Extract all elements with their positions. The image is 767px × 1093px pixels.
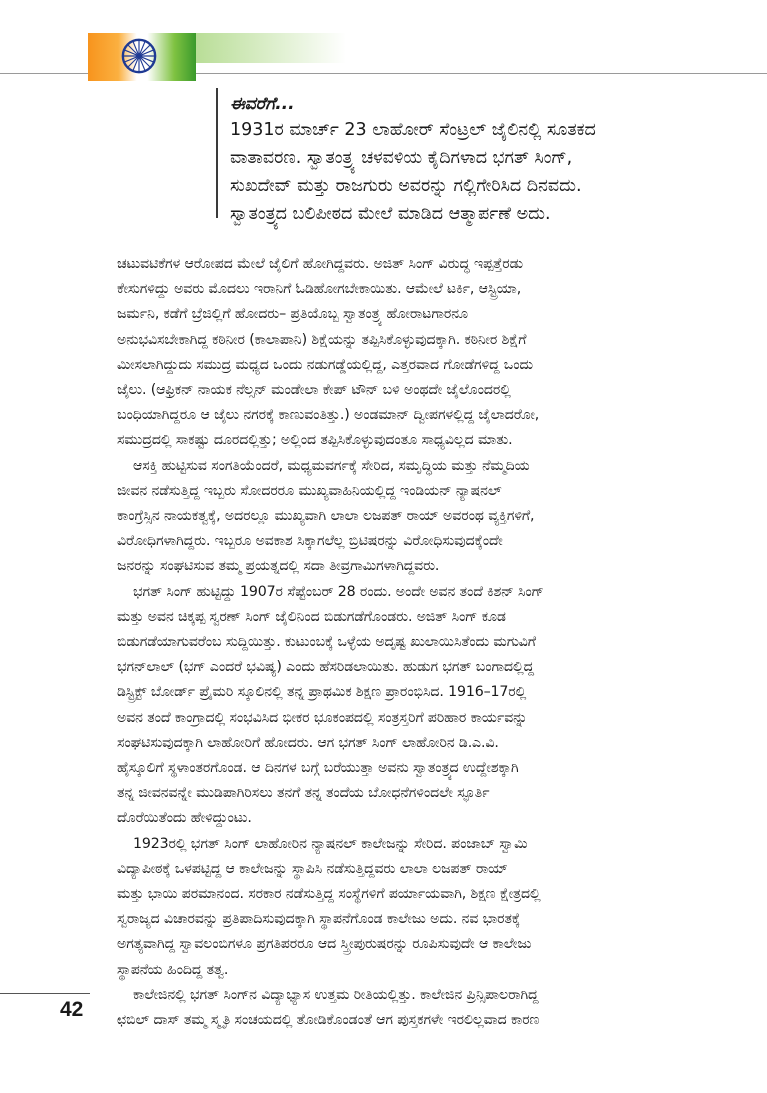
header-band — [196, 33, 346, 63]
footer-rule — [0, 993, 90, 994]
body-line: ಹೈಸ್ಕೂಲಿಗೆ ಸ್ಥಳಾಂತರಗೊಂಡ. ಆ ದಿನಗಳ ಬಗ್ಗೆ ಬರೆಯುತ್ತಾ ಅವನು ಸ್ವಾತಂತ್ರ್ಯದ ಉದ್ದೇಶಕ್ಕಾಗಿ — [117, 760, 519, 777]
body-line: ಚಟುವಟಿಕೆಗಳ ಆರೋಪದ ಮೇಲೆ ಜೈಲಿಗೆ ಹೋಗಿದ್ದವರು. ಅಜಿತ್ ಸಿಂಗ್ ವಿರುದ್ಧ ಇಪ್ಪತ್ತೆರಡು — [117, 256, 524, 272]
intro-line: ವಾತಾವರಣ. ಸ್ವಾತಂತ್ರ್ಯ ಚಳವಳಿಯ ಕೈದಿಗಳಾದ ಭಗತ್ ಸಿಂಗ್, — [230, 148, 573, 168]
body-line: ಭಗತ್ ಸಿಂಗ್ ಹುಟ್ಟಿದ್ದು 1907ರ ಸೆಪ್ಟೆಂಬರ್ 28 ರಂದು. ಅಂದೇ ಅವನ ತಂದೆ ಕಿಶನ್ ಸಿಂಗ್ — [133, 583, 544, 600]
body-line: ದೊರೆಯಿತೆಂದು ಹೇಳಿದ್ದುಂಟು. — [117, 810, 252, 827]
body-line: ಜೀವನ ನಡೆಸುತ್ತಿದ್ದ ಇಬ್ಬರು ಸೋದರರೂ ಮುಖ್ಯವಾಹಿನಿಯಲ್ಲಿದ್ದ ಇಂಡಿಯನ್ ನ್ಯಾಷನಲ್ — [117, 482, 502, 499]
body-line: ಸ್ವರಾಜ್ಯದ ವಿಚಾರವನ್ನು ಪ್ರತಿಪಾದಿಸುವುದಕ್ಕಾಗಿ ಸ್ಥಾಪನೆಗೊಂಡ ಕಾಲೇಜು ಅದು. ನವ ಭಾರತಕ್ಕೆ — [117, 911, 521, 928]
body-line: ಜರ್ಮನಿ, ಕಡೆಗೆ ಬ್ರೆಜಿಲ್ಲಿಗೆ ಹೋದರು– ಪ್ರತಿಯೊಬ್ಬ ಸ್ವಾತಂತ್ರ್ಯ ಹೋರಾಟಗಾರನೂ — [117, 306, 469, 323]
body-line: ಕಾಲೇಜಿನಲ್ಲಿ ಭಗತ್ ಸಿಂಗ್‌ನ ವಿದ್ಯಾಭ್ಯಾಸ ಉತ್ತಮ ರೀತಿಯಲ್ಲಿತ್ತು. ಕಾಲೇಜಿನ ಪ್ರಿನ್ಸಿಪಾಲರಾಗಿದ್ದ — [133, 986, 539, 1003]
page-number: 42 — [60, 998, 84, 1021]
body-line: ಜನರನ್ನು ಸಂಘಟಿಸುವ ತಮ್ಮ ಪ್ರಯತ್ನದಲ್ಲಿ ಸದಾ ತೀವ್ರಗಾಮಿಗಳಾಗಿದ್ದವರು. — [117, 558, 440, 575]
body-line: ಸ್ಥಾಪನೆಯ ಹಿಂದಿದ್ದ ತತ್ವ. — [117, 961, 229, 978]
intro-line: 1931ರ ಮಾರ್ಚ್ 23 ಲಾಹೋರ್ ಸೆಂಟ್ರಲ್ ಜೈಲಿನಲ್ಲಿ ಸೂತಕದ — [230, 120, 596, 140]
body-line: ಕಾಂಗ್ರೆಸ್ಸಿನ ನಾಯಕತ್ವಕ್ಕೆ, ಅದರಲ್ಲೂ ಮುಖ್ಯವಾಗಿ ಲಾಲಾ ಲಜಪತ್ ರಾಯ್ ಅವರಂಥ ವ್ಯಕ್ತಿಗಳಿಗೆ, — [117, 508, 535, 525]
intro-line: ಸ್ವಾತಂತ್ರ್ಯದ ಬಲಿಪೀಠದ ಮೇಲೆ ಮಾಡಿದ ಆತ್ಮಾರ್ಪಣೆ ಅದು. — [230, 204, 551, 224]
body-line: 1923ರಲ್ಲಿ ಭಗತ್ ಸಿಂಗ್ ಲಾಹೋರಿನ ನ್ಯಾಷನಲ್ ಕಾಲೇಜನ್ನು ಸೇರಿದ. ಪಂಜಾಬ್ ಸ್ವಾಮಿ — [133, 835, 528, 852]
intro-line: ಸುಖದೇವ್ ಮತ್ತು ರಾಜಗುರು ಅವರನ್ನು ಗಲ್ಲಿಗೇರಿಸಿದ ದಿನವದು. — [230, 176, 582, 196]
body-line: ಆಸಕ್ತಿ ಹುಟ್ಟಿಸುವ ಸಂಗತಿಯೆಂದರೆ, ಮಧ್ಯಮವರ್ಗಕ್ಕೆ ಸೇರಿದ, ಸಮೃದ್ಧಿಯ ಮತ್ತು ನೆಮ್ಮದಿಯ — [133, 457, 530, 474]
body-line: ಅಗತ್ಯವಾಗಿದ್ದ ಸ್ವಾವಲಂಬಿಗಳೂ ಪ್ರಗತಿಪರರೂ ಆದ ಸ್ತ್ರೀಪುರುಷರನ್ನು ರೂಪಿಸುವುದೇ ಆ ಕಾಲೇಜು — [117, 936, 532, 953]
body-line: ಸಮುದ್ರದಲ್ಲಿ ಸಾಕಷ್ಟು ದೂರದಲ್ಲಿತ್ತು; ಅಲ್ಲಿಂದ ತಪ್ಪಿಸಿಕೊಳ್ಳುವುದಂತೂ ಸಾಧ್ಯವಿಲ್ಲದ ಮಾತು. — [117, 432, 513, 449]
body-line: ತನ್ನ ಜೀವನವನ್ನೇ ಮುಡಿಪಾಗಿರಿಸಲು ತನಗೆ ತನ್ನ ತಂದೆಯ ಬೋಧನೆಗಳಿಂದಲೇ ಸ್ಫೂರ್ತಿ — [117, 785, 490, 802]
article-body — [117, 252, 717, 1033]
body-line: ಬಂಧಿಯಾಗಿದ್ದರೂ ಆ ಜೈಲು ನಗರಕ್ಕೆ ಕಾಣುವಂತಿತ್ತು.) ಅಂಡಮಾನ್ ದ್ವೀಪಗಳಲ್ಲಿದ್ದ ಜೈಲಾದರೋ, — [117, 407, 540, 424]
body-line: ಸಂಘಟಿಸುವುದಕ್ಕಾಗಿ ಲಾಹೋರಿಗೆ ಹೋದರು. ಆಗ ಭಗತ್ ಸಿಂಗ್ ಲಾಹೋರಿನ ಡಿ.ಎ.ವಿ. — [117, 734, 499, 751]
intro-side-rule — [216, 88, 218, 218]
body-line: ಬಿಡುಗಡೆಯಾಗುವರೆಂಬ ಸುದ್ದಿಯಿತ್ತು. ಕುಟುಂಬಕ್ಕೆ ಒಳ್ಳೆಯ ಅದೃಷ್ಟ ಖುಲಾಯಿಸಿತೆಂದು ಮಗುವಿಗೆ — [117, 634, 536, 651]
body-line: ಭಗನ್‌ಲಾಲ್ (ಭಗ್ ಎಂದರೆ ಭವಿಷ್ಯ) ಎಂದು ಹೆಸರಿಡಲಾಯಿತು. ಹುಡುಗ ಭಗತ್ ಬಂಗಾದಲ್ಲಿದ್ದ — [117, 659, 534, 676]
body-line: ಮತ್ತು ಭಾಯಿ ಪರಮಾನಂದ. ಸರಕಾರ ನಡೆಸುತ್ತಿದ್ದ ಸಂಸ್ಥೆಗಳಿಗೆ ಪರ್ಯಾಯವಾಗಿ, ಶಿಕ್ಷಣ ಕ್ಷೇತ್ರದಲ್ಲಿ — [117, 886, 541, 903]
body-line: ವಿರೋಧಿಗಳಾಗಿದ್ದರು. ಇಬ್ಬರೂ ಅವಕಾಶ ಸಿಕ್ಕಾಗಲೆಲ್ಲ ಬ್ರಿಟಿಷರನ್ನು ವಿರೋಧಿಸುವುದಕ್ಕೆಂದೇ — [117, 533, 503, 550]
body-line: ಅನುಭವಿಸಬೇಕಾಗಿದ್ದ ಕಠಿನೀರ (ಕಾಲಾಪಾನಿ) ಶಿಕ್ಷೆಯನ್ನು ತಪ್ಪಿಸಿಕೊಳ್ಳುವುದಕ್ಕಾಗಿ. ಕಠಿನೀರ ಶಿಕ್ಷೆಗೆ — [117, 331, 527, 348]
intro-heading: ಈವರೆಗೆ... — [230, 94, 295, 114]
body-line: ಕೇಸುಗಳಿದ್ದು ಅವರು ಮೊದಲು ಇರಾನಿಗೆ ಓಡಿಹೋಗಬೇಕಾಯಿತು. ಆಮೇಲೆ ಟರ್ಕಿ, ಆಸ್ಟ್ರಿಯಾ, — [117, 281, 522, 298]
body-line: ವಿದ್ಯಾಪೀಠಕ್ಕೆ ಒಳಪಟ್ಟಿದ್ದ ಆ ಕಾಲೇಜನ್ನು ಸ್ಥಾಪಿಸಿ ನಡೆಸುತ್ತಿದ್ದವರು ಲಾಲಾ ಲಜಪತ್ ರಾಯ್ — [117, 860, 508, 877]
intro-box — [230, 94, 700, 228]
ashoka-chakra-icon — [120, 37, 158, 75]
body-line: ಅವನ ತಂದೆ ಕಾಂಗ್ರಾದಲ್ಲಿ ಸಂಭವಿಸಿದ ಭೀಕರ ಭೂಕಂಪದಲ್ಲಿ ಸಂತ್ರಸ್ತರಿಗೆ ಪರಿಹಾರ ಕಾರ್ಯವನ್ನು — [117, 709, 528, 726]
body-line: ಜೈಲು. (ಆಫ್ರಿಕನ್ ನಾಯಕ ನೆಲ್ಸನ್ ಮಂಡೇಲಾ ಕೇಪ್ ಟೌನ್ ಬಳಿ ಅಂಥದೇ ಜೈಲೊಂದರಲ್ಲಿ — [117, 382, 511, 399]
body-line: ಮೀಸಲಾಗಿದ್ದುದು ಸಮುದ್ರ ಮಧ್ಯದ ಒಂದು ನಡುಗಡ್ಡೆಯಲ್ಲಿದ್ದ, ಎತ್ತರವಾದ ಗೋಡೆಗಳಿದ್ದ ಒಂದು — [117, 356, 533, 373]
body-line: ಮತ್ತು ಅವನ ಚಿಕ್ಕಪ್ಪ ಸ್ವರಣ್ ಸಿಂಗ್ ಜೈಲಿನಿಂದ ಬಿಡುಗಡೆಗೊಂಡರು. ಅಜಿತ್ ಸಿಂಗ್ ಕೂಡ — [117, 608, 506, 625]
body-line: ಡಿಸ್ಟ್ರಿಕ್ಟ್ ಬೋರ್ಡ್ ಪ್ರೈಮರಿ ಸ್ಕೂಲಿನಲ್ಲಿ ತನ್ನ ಪ್ರಾಥಮಿಕ ಶಿಕ್ಷಣ ಪ್ರಾರಂಭಿಸಿದ. 1916–17ರಲ್ಲಿ — [117, 684, 527, 701]
body-line: ಛಬಿಲ್ ದಾಸ್ ತಮ್ಮ ಸ್ಮೃತಿ ಸಂಚಯದಲ್ಲಿ ತೋಡಿಕೊಂಡಂತೆ ಆಗ ಪುಸ್ತಕಗಳೇ ಇರಲಿಲ್ಲವಾದ ಕಾರಣ — [117, 1012, 540, 1029]
